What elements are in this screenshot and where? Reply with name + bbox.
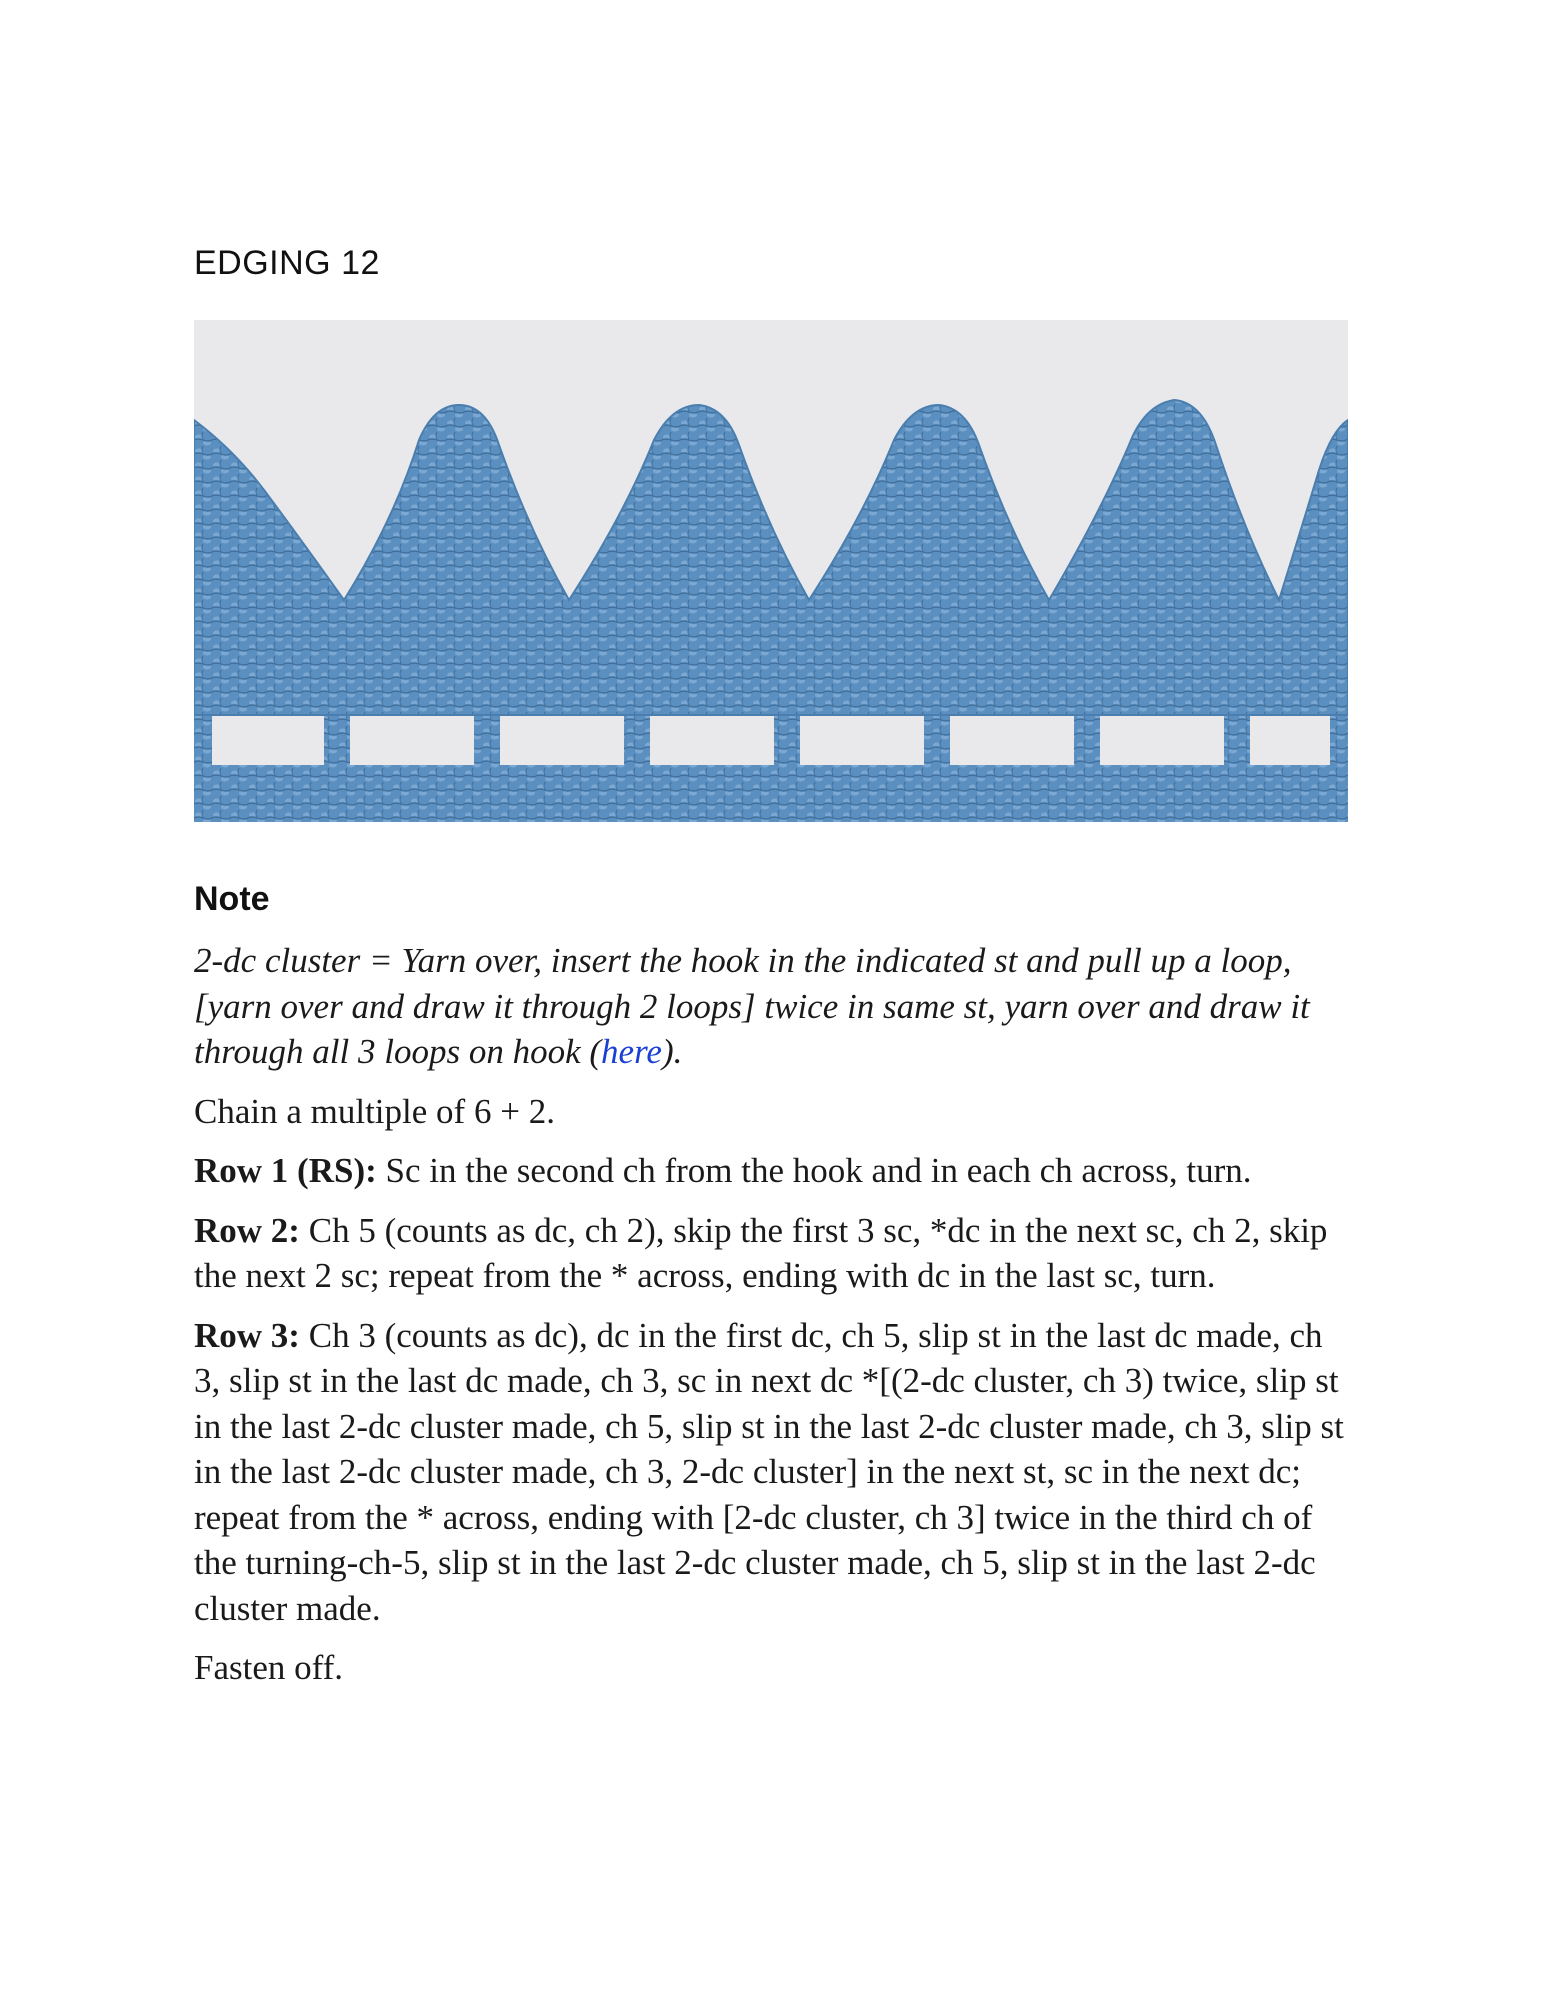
row-1-text: Sc in the second ch from the hook and in each ch across, turn.	[376, 1151, 1252, 1190]
row-1-instruction	[194, 1148, 1354, 1194]
chain-instruction: Chain a multiple of 6 + 2.	[194, 1091, 555, 1131]
edging-photo	[194, 320, 1348, 822]
bottom-band	[194, 765, 1348, 822]
note-text-end: ).	[661, 1032, 683, 1071]
row-2-instruction	[194, 1208, 1354, 1299]
row-3-label: Row 3:	[194, 1315, 300, 1355]
row-2-text: Ch 5 (counts as dc, ch 2), skip the first 3 sc, *dc in the next sc, ch 2, skip the next 2 sc; repeat from the * across, ending with dc in the last sc, turn.	[194, 1210, 1328, 1295]
row-2-label: Row 2:	[194, 1210, 300, 1250]
note-paragraph	[194, 938, 1354, 1075]
row-1-label: Row 1 (RS):	[194, 1151, 377, 1190]
here-link[interactable]: here	[601, 1032, 662, 1071]
fasten-off-instruction: Fasten off.	[194, 1648, 344, 1687]
edging-illustration	[194, 320, 1348, 822]
pattern-text	[194, 938, 1354, 1705]
note-text: 2-dc cluster = Yarn over, insert the hook in the indicated st and pull up a loop, [yarn over and draw it through 2 loops] twice in same st, yarn over and draw it through all 3 loops on hook (	[194, 941, 1310, 1071]
row-3-instruction	[194, 1313, 1354, 1632]
page-title: EDGING 12	[194, 244, 380, 282]
note-heading: Note	[194, 880, 270, 918]
row-3-text: Ch 3 (counts as dc), dc in the first dc, ch 5, slip st in the last dc made, ch 3, slip st in the last dc made, ch 3, sc in next dc *[(2-dc cluster, ch 3) twice, slip st in the last 2-dc cluster made, ch 5, slip st in the last 2-dc cluster made, ch 3, slip st in the last 2-dc cluster made, ch 3, 2-dc cluster] in the next st, sc in the next dc; repeat from the * across, ending with [2-dc cluster, ch 3] twice in the third ch of the turning-ch-5, slip st in the last 2-dc cluster made, ch 5, slip st in the last 2-dc cluster made.	[194, 1315, 1344, 1628]
